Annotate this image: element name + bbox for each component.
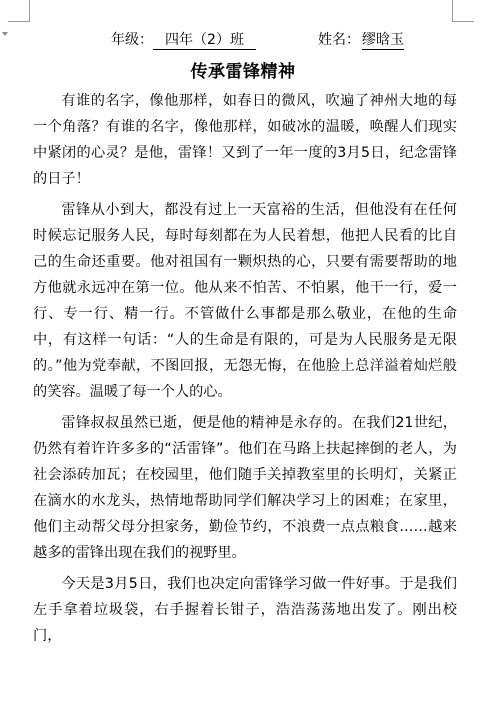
grade-value: 四年（2）班 (153, 31, 256, 50)
grade-label: 年级： (111, 32, 153, 48)
crop-mark-top-right (452, 0, 453, 22)
essay-title: 传承雷锋精神 (190, 62, 296, 82)
paragraph: 今天是3月5日，我们也决定向雷锋学习做一件好事。于是我们左手拿着垃圾袋，右手握着长钳子，浩浩荡荡地出发了。刚出校门， (33, 576, 457, 644)
crop-mark-top-left (29, 0, 30, 22)
paragraph: 雷锋从小到大，都没有过上一天富裕的生活，但他没有在任何时候忘记服务人民，每时每刻都在为人民着想，他把人民看的比自己的生命还重要。他对祖国有一颗炽热的心，只要有需要帮助的地方他就永远冲在第一位。他从来不怕苦、不怕累，他干一行，爱一行、专一行、精一行。不管做什么事都是那么敬业，在他的生命中，有这样一句话：“人的生命是有限的，可是为人民服务是无限的。”他为党奉献，不图回报，无怨无悔，在他脸上总洋溢着灿烂般的笑容。温暖了每一个人的心。 (33, 202, 457, 400)
paragraph: 雷锋叔叔虽然已逝，便是他的精神是永存的。在我们21世纪，仍然有着许许多多的“活雷锋”。他们在马路上扶起摔倒的老人，为社会添砖加瓦；在校园里，他们随手关掉教室里的长明灯，关紧正在滴水的水龙头，热情地帮助同学们解决学习上的困难；在家里，他们主动帮父母分担家务，勤俭节约，不浪费一点点粮食……越来越多的雷锋出现在我们的视野里。 (33, 415, 457, 561)
name-value: 缪晗玉 (362, 32, 404, 48)
paragraph: 有谁的名字，像他那样，如春日的微风，吹遍了神州大地的每一个角落？有谁的名字，像他那样，如破冰的温暖，唤醒人们现实中紧闭的心灵？是他，雷锋！又到了一年一度的3月5日，纪念雷锋的日子！ (33, 93, 457, 187)
essay-body (33, 88, 457, 654)
student-info-header (0, 31, 486, 51)
name-label: 姓名： (318, 32, 360, 48)
crop-mark-top-right (452, 21, 474, 22)
crop-mark-top-left (8, 21, 30, 22)
